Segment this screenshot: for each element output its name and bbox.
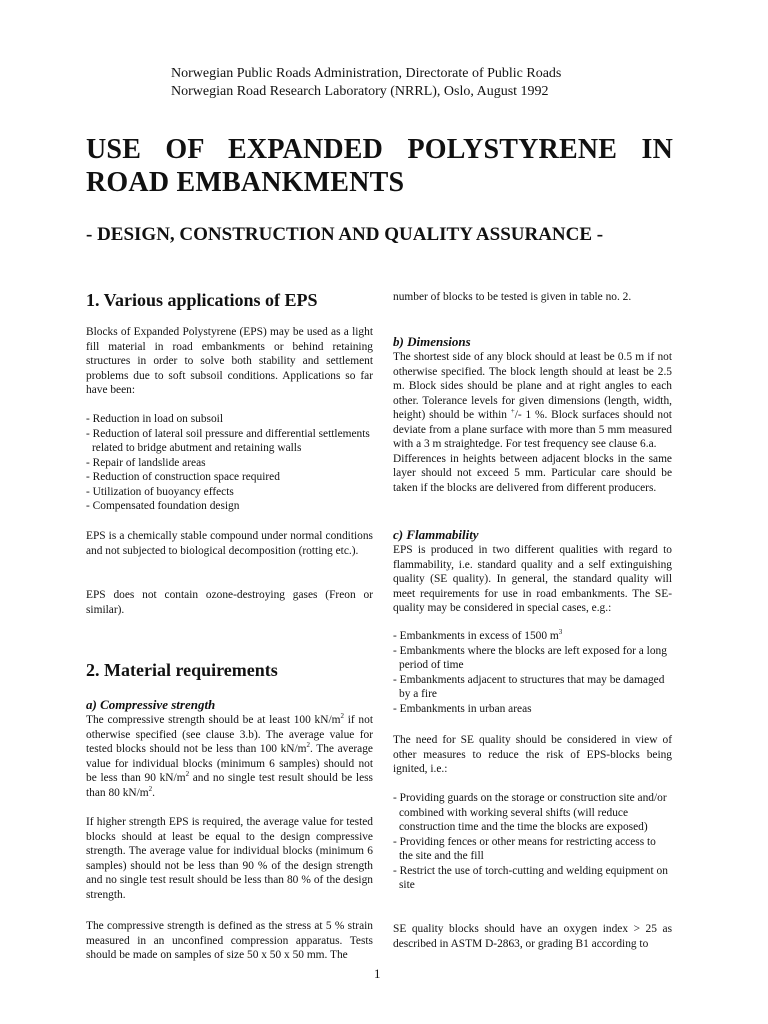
header-line-1: Norwegian Public Roads Administration, Directorate of Public Roads (171, 66, 562, 81)
list-item: - Embankments adjacent to structures that may be damaged by a fire (393, 673, 672, 702)
flammability-paragraph-3: SE quality blocks should have an oxygen index > 25 as described in ASTM D-2863, or grading B1 according to (393, 923, 672, 950)
document-subtitle: - DESIGN, CONSTRUCTION AND QUALITY ASSURANCE - (86, 224, 604, 245)
list-item: - Reduction in load on subsoil (86, 412, 373, 427)
list-item: - Reduction of lateral soil pressure and differential settlements related to bridge abutment and retaining walls (86, 427, 373, 456)
list-item: - Repair of landslide areas (86, 456, 373, 471)
list-item: - Embankments in excess of 1500 $m^3$ (393, 629, 672, 644)
section-1-intro: Blocks of Expanded Polystyrene (EPS) may be used as a light fill material in road embankments or behind retaining structures in order to solve both stability and settlement problems due to soft subsoil conditions. Applications so far have been: (86, 326, 373, 396)
section-1-paragraph-3: EPS does not contain ozone-destroying gases (Freon or similar). (86, 589, 373, 616)
subsection-c-heading: c) Flammability (393, 527, 479, 542)
title-line-2: ROAD EMBANKMENTS (86, 167, 405, 198)
header-line-2: Norwegian Road Research Laboratory (NRRL), Oslo, August 1992 (171, 84, 549, 99)
subsection-b-heading: b) Dimensions (393, 334, 471, 349)
compressive-strength-continuation: number of blocks to be tested is given in table no. 2. (393, 291, 632, 303)
ignition-measures-list (393, 791, 672, 893)
applications-list (86, 412, 373, 514)
section-2-heading: 2. Material requirements (86, 660, 278, 680)
compressive-strength-paragraph-3: The compressive strength is defined as the stress at 5 % strain measured in an unconfined compression apparatus. Tests should be made on samples of size 50 x 50 x 50 mm. The (86, 920, 373, 961)
dimensions-paragraph-1: The shortest side of any block should at least be 0.5 m if not otherwise specified. The block length should at least be 2.5 m. Block sides should be plane and at right angles to each other. Tolerance levels for given dimensions (length, width, height) should be within +/- 1 %. Block surfaces should not deviate from a plane surface with more than 5 mm measured with a 3 m straightedge. For test frequency see clause 6.a. (393, 351, 672, 450)
flammability-paragraph-1: EPS is produced in two different qualities with regard to flammability, i.e. standard quality and a self extinguishing quality (SE quality). In general, the standard quality will meet requirements for use in road embankments. The SE-quality may be considered in special cases, e.g.: (393, 544, 672, 614)
page-number: 1 (374, 966, 381, 981)
document-title (86, 133, 673, 199)
list-item: - Restrict the use of torch-cutting and welding equipment on site (393, 864, 672, 893)
list-item: - Providing guards on the storage or construction site and/or combined with working several shifts (will reduce construction time and the time the blocks are exposed) (393, 791, 672, 835)
list-item: - Utilization of buoyancy effects (86, 485, 373, 500)
list-item: - Reduction of construction space required (86, 470, 373, 485)
dimensions-paragraph-2: Differences in heights between adjacent blocks in the same layer should not exceed 5 mm. Particular care should be taken if the blocks are delivered from different producers. (393, 452, 672, 494)
list-item: - Embankments where the blocks are left exposed for a long period of time (393, 644, 672, 673)
subsection-a-heading: a) Compressive strength (86, 697, 216, 712)
compressive-strength-paragraph-2: If higher strength EPS is required, the average value for tested blocks should at least be equal to the design compressive strength. The average value for individual blocks (minimum 6 samples) should not be less than 90 % of the design strength and no single test result should be less than 80 % of the design strength. (86, 816, 373, 901)
flammability-paragraph-2: The need for SE quality should be considered in view of other measures to reduce the risk of EPS-blocks being ignited, i.e.: (393, 734, 672, 775)
title-line-1: USE OF EXPANDED POLYSTYRENE IN (86, 134, 673, 165)
compressive-strength-paragraph-1: The compressive strength should be at least 100 $kN/m^2$ if not otherwise specified (see clause 3.b). The average value for tested blocks should not be less than 100 $kN/m^2$. The average value for individual blocks (minimum 6 samples) should not be less than 90 $kN/m^2$ and no single test result should be less than 80 $kN/m^2$. (86, 712, 373, 799)
list-item: - Compensated foundation design (86, 499, 373, 514)
list-item: - Embankments in urban areas (393, 702, 672, 717)
list-item: - Providing fences or other means for restricting access to the site and the fill (393, 835, 672, 864)
section-1-paragraph-2: EPS is a chemically stable compound under normal conditions and not subjected to biological decomposition (rotting etc.). (86, 530, 373, 557)
document-header (171, 65, 561, 101)
se-quality-cases-list (393, 629, 672, 716)
section-1-heading: 1. Various applications of EPS (86, 290, 318, 310)
